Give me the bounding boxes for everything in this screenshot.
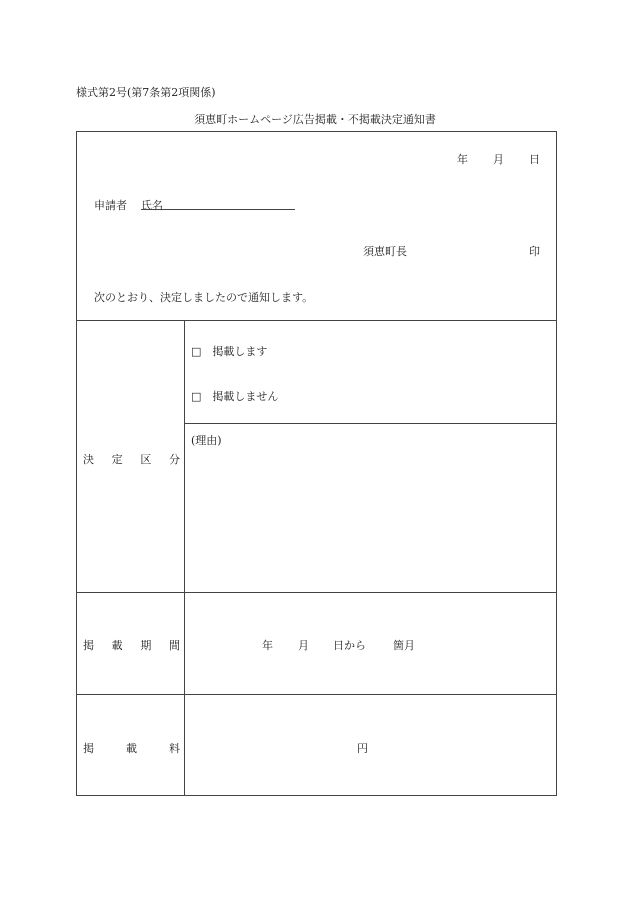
name-field[interactable] — [141, 196, 295, 210]
form-number: 様式第2号(第7条第2項関係) — [76, 86, 216, 99]
period-months: 箇月 — [393, 639, 415, 652]
notice-text: 次のとおり、決定しましたので通知します。 — [94, 291, 314, 304]
document-title: 須恵町ホームページ広告掲載・不掲載決定通知書 — [194, 113, 436, 126]
option-not-publish-checkbox[interactable]: □ 掲載しません — [191, 390, 279, 403]
divider-fee — [76, 694, 557, 695]
reason-label: (理由) — [191, 434, 222, 447]
period-day-from: 日から — [333, 639, 366, 652]
column-divider — [184, 320, 185, 796]
decision-label-char: 決 — [83, 453, 94, 466]
fee-label — [83, 740, 180, 756]
period-year: 年 — [262, 639, 273, 652]
period-label-char: 掲 — [83, 639, 94, 652]
date-year: 年 — [457, 153, 468, 166]
decision-label-char: 分 — [168, 453, 180, 466]
decision-label — [83, 451, 180, 467]
divider-period — [76, 592, 557, 593]
period-label — [83, 637, 180, 653]
period-label-char: 載 — [111, 639, 123, 652]
date-day: 日 — [529, 153, 540, 166]
name-label: 氏名 — [141, 199, 163, 212]
divider-header — [76, 320, 557, 321]
fee-label-char: 掲 — [83, 742, 94, 755]
period-label-char: 間 — [168, 639, 180, 652]
option-publish-checkbox[interactable]: □ 掲載します — [191, 345, 268, 358]
seal-label: 印 — [529, 245, 540, 258]
fee-label-char: 料 — [169, 742, 180, 755]
date-month: 月 — [493, 153, 504, 166]
period-month: 月 — [298, 639, 309, 652]
decision-label-char: 区 — [140, 453, 152, 466]
mayor-label: 須恵町長 — [363, 245, 407, 258]
applicant-label: 申請者 — [94, 199, 127, 212]
fee-label-char: 載 — [126, 742, 137, 755]
decision-label-char: 定 — [111, 453, 123, 466]
fee-unit: 円 — [357, 742, 368, 755]
period-label-char: 期 — [140, 639, 152, 652]
divider-reason — [184, 423, 557, 424]
